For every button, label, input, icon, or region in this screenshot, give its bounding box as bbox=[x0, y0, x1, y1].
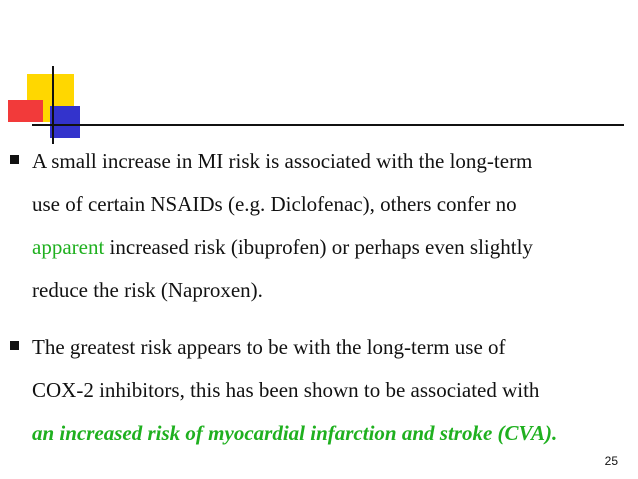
logo-red-square bbox=[8, 100, 43, 122]
bullet-line: use of certain NSAIDs (e.g. Diclofenac), others confer no bbox=[32, 192, 517, 216]
logo-vertical-line bbox=[52, 66, 54, 144]
bullet-line: COX-2 inhibitors, this has been shown to be associated with bbox=[32, 378, 540, 402]
title-divider-line bbox=[32, 124, 624, 126]
bullet-line: The greatest risk appears to be with the long-term use of bbox=[32, 335, 506, 359]
highlight-apparent: apparent bbox=[32, 235, 105, 259]
bullet-text bbox=[32, 326, 632, 455]
bullet-text bbox=[32, 140, 632, 312]
page-number: 25 bbox=[604, 454, 618, 468]
slide-corner-logo-icon bbox=[0, 0, 638, 150]
bullet-line: reduce the risk (Naproxen). bbox=[32, 278, 263, 302]
bullet-line-rest: increased risk (ibuprofen) or perhaps even slightly bbox=[104, 235, 533, 259]
square-bullet-icon bbox=[10, 155, 19, 164]
logo-blue-square bbox=[50, 106, 80, 138]
bullet-line: A small increase in MI risk is associated with the long-term bbox=[32, 149, 533, 173]
bullet-line bbox=[32, 226, 632, 269]
square-bullet-icon bbox=[10, 341, 19, 350]
highlight-risk-statement: an increased risk of myocardial infarction and stroke (CVA). bbox=[32, 421, 558, 445]
